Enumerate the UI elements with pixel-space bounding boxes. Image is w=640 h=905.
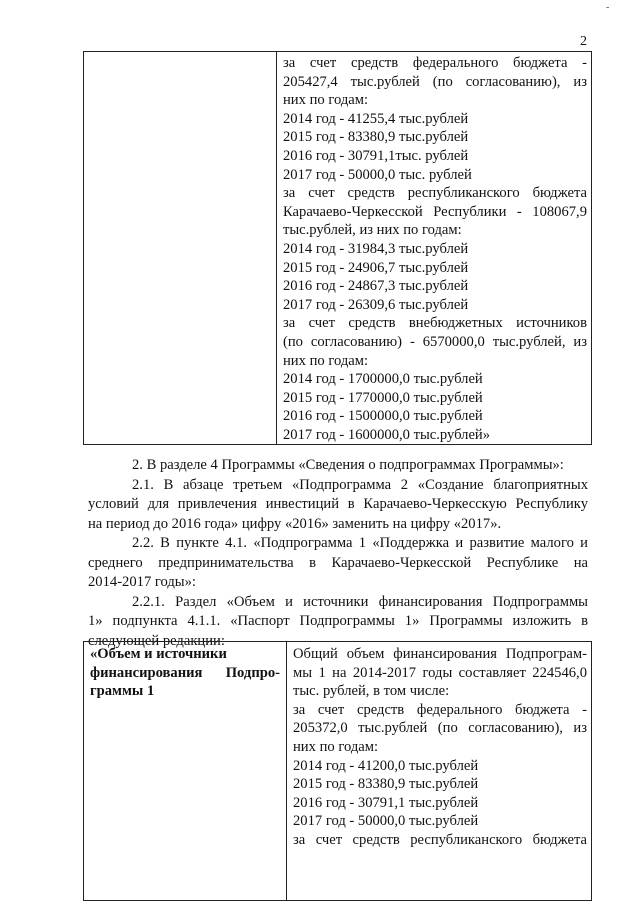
table2-right-line: 2016 год - 30791,1 тыс.рублей [293,794,479,811]
table2-left-lines [90,645,280,701]
corner-mark: - [606,2,611,13]
paragraph-line: среднего предпринимательства в Карачаево-Черкесской Республике на [88,554,588,571]
table1-right-line: за счет средств внебюджетных источников [283,315,587,332]
table1-right-line: 2017 год - 26309,6 тыс.рублей [283,296,469,313]
table2-right-line: мы 1 на 2014-2017 годы составляет 224546,0 [293,664,587,681]
table1-right-line: 2014 год - 41255,4 тыс.рублей [283,110,469,127]
table1-right-line: за счет средств республиканского бюджета [283,185,587,202]
table1-right-line: 2016 год - 30791,1тыс. рублей [283,147,469,164]
table2-right-cell [287,642,592,901]
table2-left-cell [84,642,287,901]
table2-right-lines [293,645,587,850]
table1-right-line: них по годам: [283,92,369,109]
table1-right-line: (по согласованию) - 6570000,0 тыс.рублей, из [283,333,587,350]
table1-right-line: 2017 год - 50000,0 тыс. рублей [283,166,472,183]
table1-right-line: 2015 год - 24906,7 тыс.рублей [283,259,469,276]
table2-right-line: 2014 год - 41200,0 тыс.рублей [293,757,479,774]
table2-right-line: Общий объем финансирования Подпрограм- [293,646,587,662]
table2-left-line: финансирования Подпро- [90,664,280,681]
page-number: 2 [580,34,587,49]
table1-right-line: 2014 год - 31984,3 тыс.рублей [283,240,469,257]
paragraph-line: 2014-2017 годы»: [88,574,196,590]
table1-right-line: 2016 год - 1500000,0 тыс.рублей [283,408,483,425]
table2-left-line: «Объем и источники [90,646,227,662]
amendment-paragraphs [88,456,588,651]
table1-right-cell [277,52,592,445]
table1-right-line: за счет средств федерального бюджета - [283,55,587,71]
paragraph-line: следующей редакции: [88,632,225,649]
funding-table-continued [83,51,592,445]
table2-right-line: них по годам: [293,738,379,755]
paragraph [88,456,588,476]
table2-right-line: 2015 год - 83380,9 тыс.рублей [293,776,479,793]
table2-right-line: 205372,0 тыс.рублей (по согласованию), из [293,720,587,737]
table1-right-line: 2015 год - 83380,9 тыс.рублей [283,129,469,146]
table1-left-cell [84,52,277,445]
paragraph-line: 2. В разделе 4 Программы «Сведения о подпрограммах Программы»: [132,457,564,473]
paragraph-line: условий для привлечения инвестиций в Карачаево-Черкесскую Республику [88,496,588,512]
table1-right-lines [283,54,587,444]
table1-right-line: 2016 год - 24867,3 тыс.рублей [283,278,469,295]
paragraph-line: 2.2.1. Раздел «Объем и источники финансирования Подпрограммы [132,593,588,610]
table2-right-line: за счет средств республиканского бюджета [293,831,587,848]
subprogram-passport-table [83,641,592,901]
table2-right-line: тыс. рублей, в том числе: [293,683,450,700]
table1-right-line: 205427,4 тыс.рублей (по согласованию), из [283,73,587,90]
table1-right-line: них по годам: [283,352,369,369]
paragraph-list [88,456,588,651]
paragraph [88,476,588,535]
paragraph-line: 2.1. В абзаце третьем «Подпрограмма 2 «Создание благоприятных [132,476,588,493]
table1-right-line: 2017 год - 1600000,0 тыс.рублей» [283,426,491,443]
table2-left-line: граммы 1 [90,683,155,700]
table1-right-line: тыс.рублей, из них по годам: [283,222,462,239]
table2-right-line: за счет средств федерального бюджета - [293,701,587,718]
paragraph [88,534,588,593]
table1-right-line: 2014 год - 1700000,0 тыс.рублей [283,371,483,388]
table1-right-line: Карачаево-Черкесской Республики - 108067,9 [283,203,587,220]
paragraph-line: 1» подпункта 4.1.1. «Паспорт Подпрограммы 1» Программы изложить в [88,613,588,629]
paragraph-line: 2.2. В пункте 4.1. «Подпрограмма 1 «Поддержка и развитие малого и [132,535,588,551]
table2-right-line: 2017 год - 50000,0 тыс.рублей [293,813,479,830]
paragraph-line: на период до 2016 года» цифру «2016» заменить на цифру «2017». [88,515,502,532]
table1-right-line: 2015 год - 1770000,0 тыс.рублей [283,389,483,406]
